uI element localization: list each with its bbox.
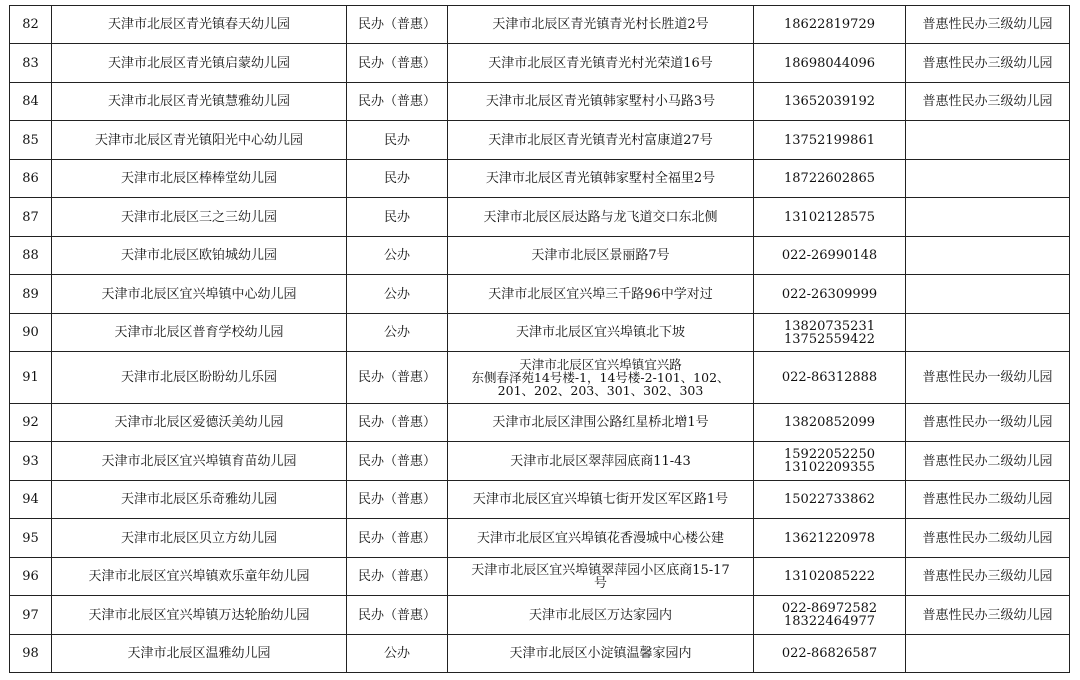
ownership-type-cell: 公办: [347, 237, 448, 275]
phone-number: 13102085222: [784, 569, 875, 584]
phone-cell: [754, 558, 906, 596]
table-row: [10, 83, 1070, 121]
address-line: 天津市北辰区宜兴埠三千路96中学对过: [488, 286, 713, 302]
address-line: 天津市北辰区宜兴埠镇翠萍园小区底商15-17: [471, 562, 730, 578]
table-row: [10, 275, 1070, 314]
address-cell: [448, 198, 754, 237]
row-number-cell: 96: [10, 558, 52, 596]
table-row: [10, 237, 1070, 275]
row-number-cell: 85: [10, 121, 52, 160]
address-cell: [448, 635, 754, 673]
phone-cell: [754, 275, 906, 314]
category-cell: 普惠性民办一级幼儿园: [906, 404, 1070, 442]
address-cell: [448, 237, 754, 275]
ownership-type-cell: 公办: [347, 635, 448, 673]
kindergarten-name-cell: 天津市北辰区宜兴埠镇中心幼儿园: [52, 275, 347, 314]
row-number-cell: 98: [10, 635, 52, 673]
address-line: 天津市北辰区青光镇青光村光荣道16号: [488, 55, 713, 71]
table-row: [10, 352, 1070, 404]
phone-number: 022-86826587: [781, 646, 878, 661]
phone-cell: [754, 237, 906, 275]
kindergarten-name-cell: 天津市北辰区宜兴埠镇欢乐童年幼儿园: [52, 558, 347, 596]
phone-cell: [754, 404, 906, 442]
category-cell: [906, 635, 1070, 673]
phone-number: 13820852099: [784, 415, 875, 430]
phone-cell: [754, 83, 906, 121]
phone-cell: [754, 635, 906, 673]
kindergarten-name-cell: 天津市北辰区棒棒堂幼儿园: [52, 160, 347, 198]
category-cell: 普惠性民办三级幼儿园: [906, 44, 1070, 83]
category-cell: [906, 237, 1070, 275]
ownership-type-cell: 民办: [347, 121, 448, 160]
category-cell: 普惠性民办三级幼儿园: [906, 83, 1070, 121]
address-cell: [448, 442, 754, 481]
ownership-type-cell: 民办: [347, 160, 448, 198]
kindergarten-name-cell: 天津市北辰区青光镇春天幼儿园: [52, 6, 347, 44]
phone-cell: [754, 596, 906, 635]
phone-number: 13102209355: [784, 460, 875, 475]
phone-number: 13752559422: [784, 331, 875, 347]
phone-cell: [754, 6, 906, 44]
phone-number: 15022733862: [784, 492, 875, 507]
table-row: [10, 121, 1070, 160]
row-number-cell: 83: [10, 44, 52, 83]
ownership-type-cell: 民办（普惠）: [347, 6, 448, 44]
phone-number: 13820735231: [784, 318, 875, 334]
ownership-type-cell: 民办（普惠）: [347, 596, 448, 635]
address-line: 天津市北辰区青光镇韩家墅村全福里2号: [485, 171, 716, 186]
category-cell: [906, 121, 1070, 160]
ownership-type-cell: 民办（普惠）: [347, 519, 448, 558]
address-cell: [448, 519, 754, 558]
table-row: [10, 519, 1070, 558]
phone-cell: [754, 314, 906, 352]
kindergarten-name-cell: 天津市北辰区宜兴埠镇万达轮胎幼儿园: [52, 596, 347, 635]
phone-number: 18722602865: [784, 171, 875, 186]
address-cell: [448, 596, 754, 635]
category-cell: [906, 314, 1070, 352]
address-line: 天津市北辰区青光镇韩家墅村小马路3号: [485, 94, 716, 109]
address-line: 天津市北辰区宜兴埠镇宜兴路: [519, 357, 682, 372]
kindergarten-name-cell: 天津市北辰区乐奇雅幼儿园: [52, 481, 347, 519]
row-number-cell: 90: [10, 314, 52, 352]
table-body: [10, 6, 1070, 673]
address-line: 天津市北辰区景丽路7号: [531, 248, 670, 263]
address-line: 201、202、203、301、302、303: [497, 383, 704, 398]
phone-cell: [754, 481, 906, 519]
ownership-type-cell: 民办（普惠）: [347, 481, 448, 519]
kindergarten-name-cell: 天津市北辰区三之三幼儿园: [52, 198, 347, 237]
ownership-type-cell: 公办: [347, 275, 448, 314]
address-line: 天津市北辰区宜兴埠镇北下坡: [515, 325, 685, 340]
phone-number: 18622819729: [784, 17, 875, 32]
address-line: 天津市北辰区宜兴埠镇七街开发区军区路1号: [472, 492, 729, 507]
kindergarten-name-cell: 天津市北辰区青光镇慧雅幼儿园: [52, 83, 347, 121]
phone-number: 15922052250: [784, 447, 875, 462]
address-line: 天津市北辰区翠萍园底商11-43: [510, 453, 691, 469]
kindergarten-name-cell: 天津市北辰区普育学校幼儿园: [52, 314, 347, 352]
table-row: [10, 635, 1070, 673]
row-number-cell: 94: [10, 481, 52, 519]
category-cell: 普惠性民办三级幼儿园: [906, 6, 1070, 44]
table-row: [10, 314, 1070, 352]
phone-number: 13102128575: [784, 209, 875, 225]
category-cell: 普惠性民办二级幼儿园: [906, 519, 1070, 558]
row-number-cell: 87: [10, 198, 52, 237]
kindergarten-name-cell: 天津市北辰区爱德沃美幼儿园: [52, 404, 347, 442]
address-line: 天津市北辰区辰达路与龙飞道交口东北侧: [483, 209, 718, 225]
phone-number: 022-26990148: [781, 248, 878, 263]
phone-cell: [754, 442, 906, 481]
kindergarten-table: [9, 5, 1070, 673]
table-row: [10, 6, 1070, 44]
ownership-type-cell: 民办（普惠）: [347, 558, 448, 596]
kindergarten-name-cell: 天津市北辰区欧铂城幼儿园: [52, 237, 347, 275]
ownership-type-cell: 民办（普惠）: [347, 404, 448, 442]
address-line: 天津市北辰区津围公路红星桥北增1号: [492, 415, 709, 430]
category-cell: [906, 275, 1070, 314]
address-line: 东侧春泽苑14号楼-1，14号楼-2-101、102、: [471, 370, 730, 385]
category-cell: 普惠性民办一级幼儿园: [906, 352, 1070, 404]
phone-number: 13621220978: [784, 530, 875, 546]
row-number-cell: 84: [10, 83, 52, 121]
phone-number: 022-86312888: [781, 370, 878, 385]
phone-cell: [754, 519, 906, 558]
ownership-type-cell: 民办（普惠）: [347, 352, 448, 404]
table-row: [10, 481, 1070, 519]
kindergarten-name-cell: 天津市北辰区盼盼幼儿乐园: [52, 352, 347, 404]
phone-number: 13652039192: [784, 94, 875, 109]
phone-cell: [754, 352, 906, 404]
table-row: [10, 596, 1070, 635]
phone-number: 18698044096: [784, 55, 875, 71]
address-cell: [448, 160, 754, 198]
address-line: 天津市北辰区小淀镇温馨家园内: [509, 646, 692, 661]
address-cell: [448, 352, 754, 404]
row-number-cell: 92: [10, 404, 52, 442]
address-cell: [448, 121, 754, 160]
category-cell: 普惠性民办三级幼儿园: [906, 558, 1070, 596]
row-number-cell: 88: [10, 237, 52, 275]
category-cell: 普惠性民办三级幼儿园: [906, 596, 1070, 635]
ownership-type-cell: 民办（普惠）: [347, 44, 448, 83]
phone-number: 022-86972582: [781, 601, 878, 616]
ownership-type-cell: 公办: [347, 314, 448, 352]
kindergarten-name-cell: 天津市北辰区青光镇启蒙幼儿园: [52, 44, 347, 83]
table-row: [10, 404, 1070, 442]
kindergarten-name-cell: 天津市北辰区宜兴埠镇育苗幼儿园: [52, 442, 347, 481]
phone-number: 13752199861: [784, 132, 875, 148]
row-number-cell: 89: [10, 275, 52, 314]
address-cell: [448, 275, 754, 314]
row-number-cell: 93: [10, 442, 52, 481]
address-cell: [448, 83, 754, 121]
phone-number: 18322464977: [784, 614, 875, 629]
address-line: 天津市北辰区宜兴埠镇花香漫城中心楼公建: [476, 530, 724, 546]
category-cell: 普惠性民办二级幼儿园: [906, 442, 1070, 481]
row-number-cell: 86: [10, 160, 52, 198]
address-line: 天津市北辰区青光镇青光村富康道27号: [488, 132, 713, 148]
row-number-cell: 97: [10, 596, 52, 635]
row-number-cell: 91: [10, 352, 52, 404]
address-cell: [448, 481, 754, 519]
address-line: 天津市北辰区青光镇青光村长胜道2号: [492, 17, 709, 32]
kindergarten-name-cell: 天津市北辰区贝立方幼儿园: [52, 519, 347, 558]
address-cell: [448, 6, 754, 44]
ownership-type-cell: 民办（普惠）: [347, 83, 448, 121]
row-number-cell: 82: [10, 6, 52, 44]
category-cell: [906, 198, 1070, 237]
phone-number: 022-26309999: [781, 286, 878, 302]
category-cell: [906, 160, 1070, 198]
phone-cell: [754, 160, 906, 198]
table-row: [10, 442, 1070, 481]
table-row: [10, 160, 1070, 198]
phone-cell: [754, 121, 906, 160]
address-cell: [448, 558, 754, 596]
table-row: [10, 558, 1070, 596]
address-line: 号: [593, 575, 607, 591]
ownership-type-cell: 民办: [347, 198, 448, 237]
address-cell: [448, 314, 754, 352]
kindergarten-name-cell: 天津市北辰区青光镇阳光中心幼儿园: [52, 121, 347, 160]
address-cell: [448, 404, 754, 442]
address-line: 天津市北辰区万达家园内: [528, 607, 672, 623]
category-cell: 普惠性民办二级幼儿园: [906, 481, 1070, 519]
ownership-type-cell: 民办（普惠）: [347, 442, 448, 481]
table-row: [10, 44, 1070, 83]
phone-cell: [754, 198, 906, 237]
phone-cell: [754, 44, 906, 83]
row-number-cell: 95: [10, 519, 52, 558]
kindergarten-name-cell: 天津市北辰区温雅幼儿园: [52, 635, 347, 673]
table-row: [10, 198, 1070, 237]
address-cell: [448, 44, 754, 83]
